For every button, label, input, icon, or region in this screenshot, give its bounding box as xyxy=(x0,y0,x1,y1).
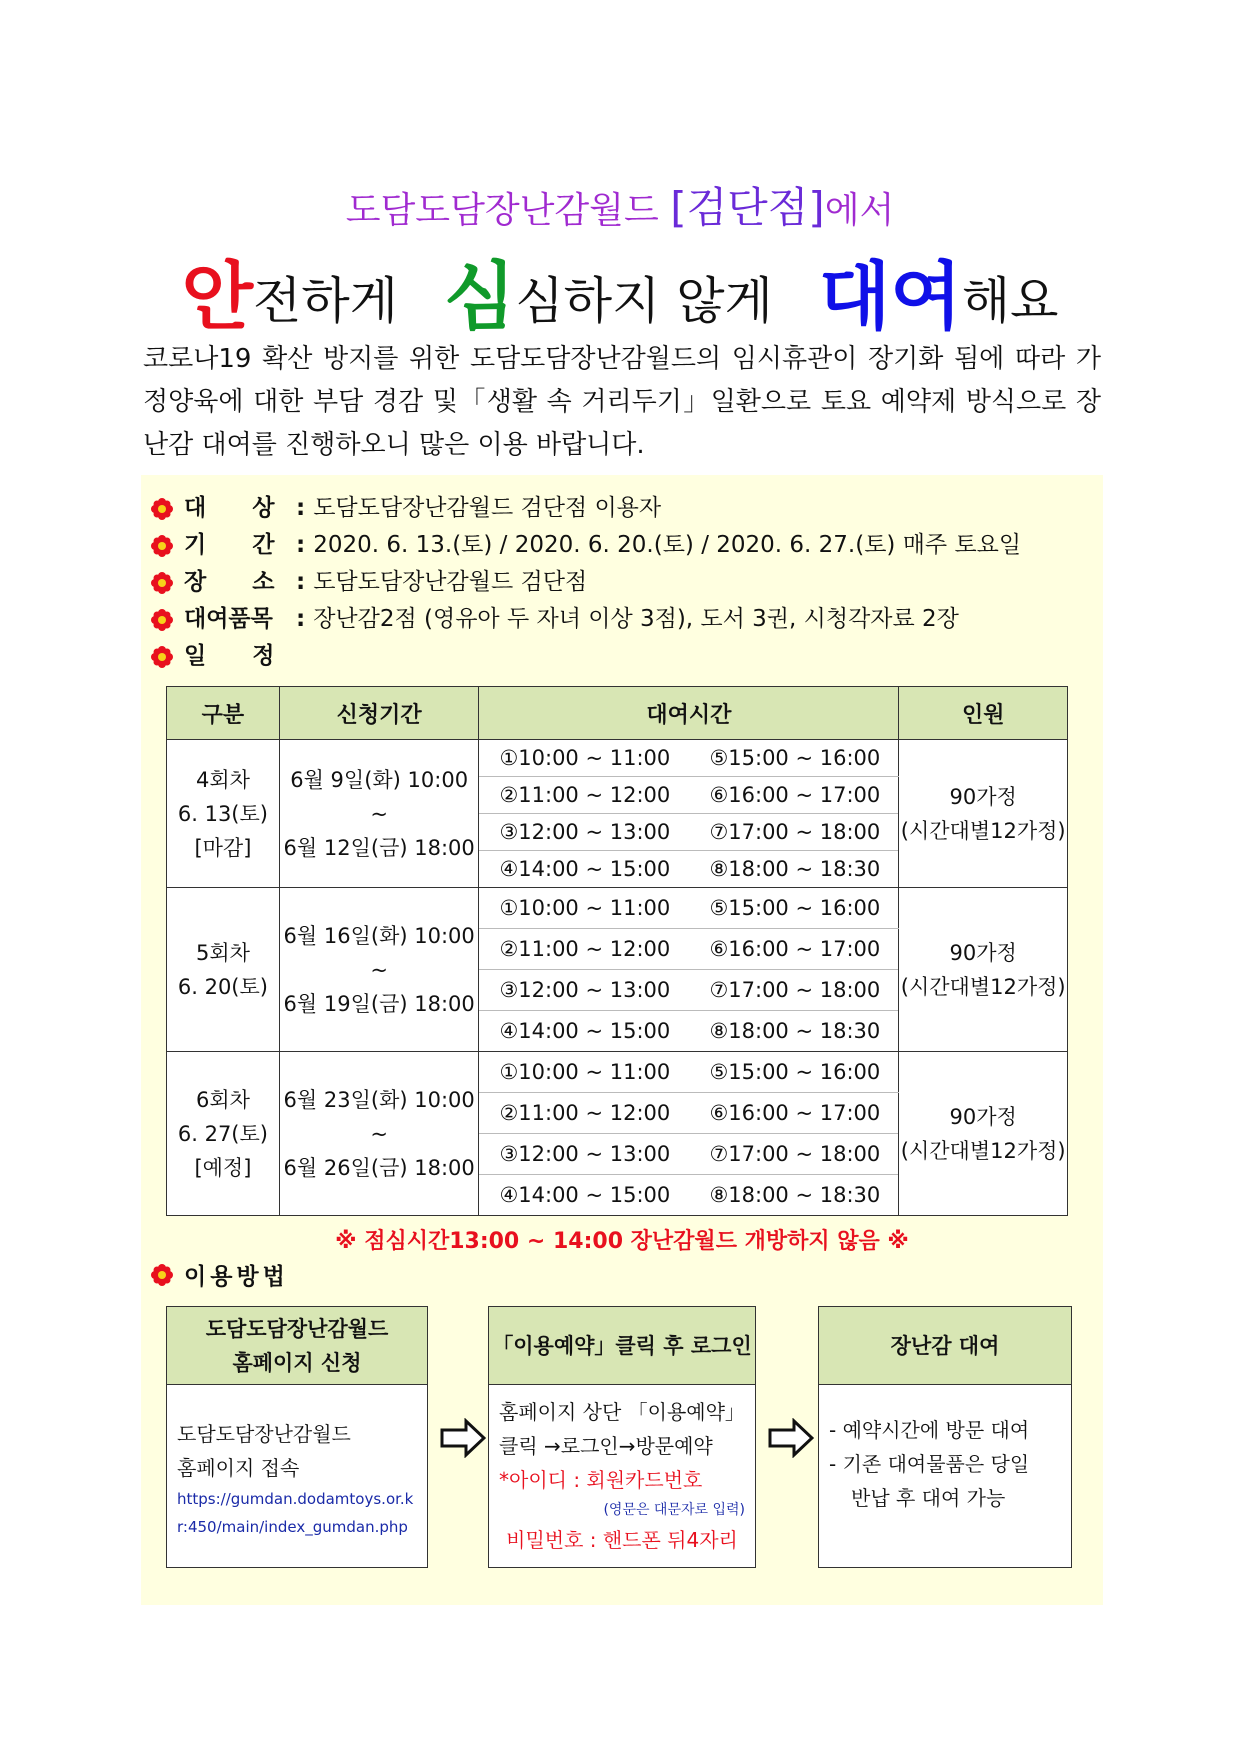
info-label: 장 소 xyxy=(184,569,275,595)
flower-icon xyxy=(150,645,174,669)
title-big-an: 안 xyxy=(181,254,254,340)
title-rest-b: 심하지 않게 xyxy=(515,272,773,330)
info-row-period: 기 간 : 2020. 6. 13.(토) / 2020. 6. 20.(토) / 2020. 6. 27.(토) 매주 토요일 xyxy=(150,527,1090,564)
round-cell: 4회차 6. 13(토) [마감] xyxy=(167,740,280,888)
step-body: 도담도담장난감월드 홈페이지 접속 https://gumdan.dodamtoys.or.kr:450/main/index_gumdan.php xyxy=(167,1385,427,1551)
time-slot-cell: ①10:00 ~ 11:00 ⑤15:00 ~ 16:00 xyxy=(479,740,899,777)
step-reservation-login xyxy=(488,1306,756,1568)
time-slot-cell: ④14:00 ~ 15:00 ⑧18:00 ~ 18:30 xyxy=(479,851,899,888)
info-value: 도담도담장난감월드 검단점 이용자 xyxy=(313,495,662,521)
schedule-body xyxy=(167,740,1068,1216)
time-slot-cell: ③12:00 ~ 13:00 ⑦17:00 ~ 18:00 xyxy=(479,814,899,851)
right-arrow-icon xyxy=(768,1418,814,1458)
title-branch: [검단점] xyxy=(670,183,825,232)
info-row-place: 장 소 : 도담도담장난감월드 검단점 xyxy=(150,564,1090,601)
time-slot-cell: ①10:00 ~ 11:00 ⑤15:00 ~ 16:00 xyxy=(479,888,899,929)
time-slot-cell: ②11:00 ~ 12:00 ⑥16:00 ~ 17:00 xyxy=(479,777,899,814)
flower-icon xyxy=(150,1263,174,1287)
time-slot-cell: ④14:00 ~ 15:00 ⑧18:00 ~ 18:30 xyxy=(479,1175,899,1216)
people-cell: 90가정 (시간대별12가정) xyxy=(899,888,1068,1052)
title-big-daeyeo: 대여 xyxy=(818,254,962,340)
homepage-link[interactable]: https://gumdan.dodamtoys.or.kr:450/main/index_gumdan.php xyxy=(177,1490,414,1536)
time-slot-cell: ③12:00 ~ 13:00 ⑦17:00 ~ 18:00 xyxy=(479,970,899,1011)
time-slot-cell: ①10:00 ~ 11:00 ⑤15:00 ~ 16:00 xyxy=(479,1052,899,1093)
info-label: 일 정 xyxy=(184,643,275,669)
info-label: 대여품목 xyxy=(184,606,273,632)
info-row-schedule xyxy=(150,638,1090,675)
table-header: 인원 xyxy=(899,687,1068,740)
info-row-items: 대여품목 : 장난감2점 (영유아 두 자녀 이상 3점), 도서 3권, 시청각자료 2장 xyxy=(150,601,1090,638)
title-main: 도담도담장난감월드 xyxy=(345,190,671,231)
info-value: 도담도담장난감월드 검단점 xyxy=(313,569,588,595)
flower-icon xyxy=(150,571,174,595)
info-value: 2020. 6. 13.(토) / 2020. 6. 20.(토) / 2020. 6. 27.(토) 매주 토요일 xyxy=(313,532,1022,558)
round-cell: 6회차 6. 27(토) [예정] xyxy=(167,1052,280,1216)
step-body: 홈페이지 상단 「이용예약」 클릭 →로그인→방문예약 *아이디 : 회원카드번호 (영문은 대문자로 입력) 비밀번호 : 핸드폰 뒤4자리 xyxy=(499,1400,745,1552)
step-header: 장난감 대여 xyxy=(819,1307,1071,1385)
title-line-1 xyxy=(0,175,1240,235)
table-header: 신청기간 xyxy=(279,687,479,740)
title-end: 에서 xyxy=(824,190,895,231)
step-body: - 예약시간에 방문 대여 - 기존 대여물품은 당일 반납 후 대여 가능 xyxy=(829,1418,1030,1510)
title-line-2 xyxy=(0,238,1240,344)
table-header: 대여시간 xyxy=(479,687,899,740)
info-label: 대 상 xyxy=(184,495,275,521)
lunch-notice: ※ 점심시간13:00 ~ 14:00 장난감월드 개방하지 않음 ※ xyxy=(335,1229,909,1254)
flower-icon xyxy=(150,497,174,521)
time-slot-cell: ②11:00 ~ 12:00 ⑥16:00 ~ 17:00 xyxy=(479,929,899,970)
info-row-target: 대 상 : 도담도담장난감월드 검단점 이용자 xyxy=(150,490,1090,527)
apply-period-cell: 6월 9일(화) 10:00 ~ 6월 12일(금) 18:00 xyxy=(279,740,479,888)
table-header-row xyxy=(167,687,1068,740)
intro-paragraph: 코로나19 확산 방지를 위한 도담도담장난감월드의 임시휴관이 장기화 됨에 따라 가정양육에 대한 부담 경감 및「생활 속 거리두기」일환으로 토요 예약제 방식으로 장난감 대여를 진행하오니 많은 이용 바랍니다. xyxy=(143,344,1101,460)
step-toy-rental xyxy=(818,1306,1072,1568)
time-slot-cell: ②11:00 ~ 12:00 ⑥16:00 ~ 17:00 xyxy=(479,1093,899,1134)
title-rest-a: 전하게 xyxy=(253,272,398,330)
table-header: 구분 xyxy=(167,687,280,740)
info-value: 장난감2점 (영유아 두 자녀 이상 3점), 도서 3권, 시청각자료 2장 xyxy=(313,606,959,632)
schedule-table xyxy=(166,686,1068,1216)
table-row xyxy=(167,1052,1068,1093)
title-big-sim: 심 xyxy=(443,254,516,340)
time-slot-cell: ③12:00 ~ 13:00 ⑦17:00 ~ 18:00 xyxy=(479,1134,899,1175)
right-arrow-icon xyxy=(440,1418,486,1458)
flower-icon xyxy=(150,534,174,558)
step-homepage xyxy=(166,1306,428,1568)
title-rest-c: 해요 xyxy=(961,272,1059,330)
info-list xyxy=(150,490,1090,675)
step-header: 「이용예약」클릭 후 로그인 xyxy=(489,1307,755,1385)
info-label: 기 간 xyxy=(184,532,275,558)
howto-heading xyxy=(150,1258,289,1291)
apply-period-cell: 6월 16일(화) 10:00 ~ 6월 19일(금) 18:00 xyxy=(279,888,479,1052)
apply-period-cell: 6월 23일(화) 10:00 ~ 6월 26일(금) 18:00 xyxy=(279,1052,479,1216)
step-header: 도담도담장난감월드 홈페이지 신청 xyxy=(167,1307,427,1385)
time-slot-cell: ④14:00 ~ 15:00 ⑧18:00 ~ 18:30 xyxy=(479,1011,899,1052)
flower-icon xyxy=(150,608,174,632)
table-row xyxy=(167,888,1068,929)
howto-label: 이용방법 xyxy=(184,1264,289,1290)
round-cell: 5회차 6. 20(토) xyxy=(167,888,280,1052)
people-cell: 90가정 (시간대별12가정) xyxy=(899,1052,1068,1216)
people-cell: 90가정 (시간대별12가정) xyxy=(899,740,1068,888)
table-row xyxy=(167,740,1068,777)
